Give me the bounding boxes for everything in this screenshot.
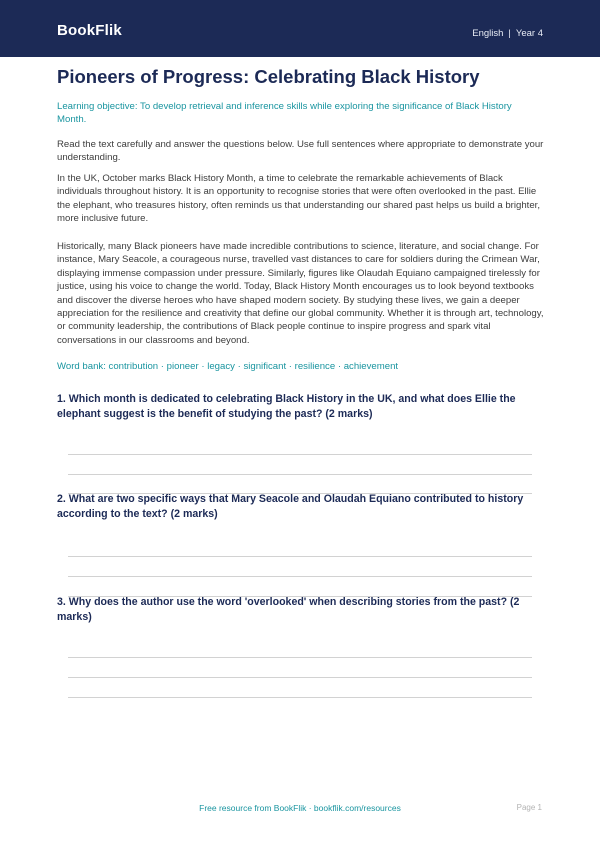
- passage-paragraph-2: Historically, many Black pioneers have made incredible contributions to science, literature, and social change. For instance, Mary Seacole, a courageous nurse, travelled vast distances to care for soldiers during the Crimean War, displaying immense compassion under pressure. Similarly, figures like Olaudah Equiano campaigned tirelessly for justice, using his voice to change the world. Today, Black History Month encourages us to look beyond textbooks and discover the diverse heroes who have shaped modern society. By studying these lives, we gain a deeper appreciation for the resilience and creativity that define our global community. Whether it is through art, technology, or community leadership, the contributions of Black people continue to inspire progress and spark vital conversations in our classrooms and beyond.: [57, 241, 544, 346]
- answer-line[interactable]: [68, 576, 532, 577]
- answer-line[interactable]: [68, 677, 532, 678]
- page-title: Pioneers of Progress: Celebrating Black History: [57, 66, 480, 87]
- subject-label: English: [472, 28, 504, 39]
- question-1: 1. Which month is dedicated to celebrating Black History in the UK, and what does Ellie the elephant suggest is the benefit of studying the past? (2 marks): [57, 393, 516, 420]
- answer-line[interactable]: [68, 556, 532, 557]
- word-bank: Word bank: contribution · pioneer · legacy · significant · resilience · achievement: [57, 361, 399, 372]
- learning-objective: Learning objective: To develop retrieval and inference skills while exploring the significance of Black History Month.: [57, 101, 512, 125]
- answer-line[interactable]: [68, 474, 532, 475]
- instructions: Read the text carefully and answer the questions below. Use full sentences where appropriate to demonstrate your understanding.: [57, 139, 544, 164]
- brand-logo: BookFlik: [57, 22, 122, 39]
- answer-line[interactable]: [68, 697, 532, 698]
- year-label: Year 4: [515, 28, 543, 39]
- header-meta: [472, 28, 543, 39]
- passage-paragraph-1: In the UK, October marks Black History Month, a time to celebrate the remarkable achievements of Black individuals throughout history. It is an opportunity to recognise stories that were often overlooked in the past. Ellie the elephant, who treasures history, often reminds us that understanding our shared past helps us build a brighter, more inclusive future.: [57, 173, 540, 225]
- page-number: Page 1: [516, 803, 542, 812]
- question-2: 2. What are two specific ways that Mary Seacole and Olaudah Equiano contributed to history according to the text? (2 marks): [57, 493, 524, 520]
- question-3: 3. Why does the author use the word 'overlooked' when describing stories from the past? (2 marks): [57, 596, 520, 623]
- page-header: [0, 0, 600, 57]
- footer-resource-link[interactable]: Free resource from BookFlik · bookflik.com/resources: [199, 803, 401, 813]
- header-separator: |: [508, 28, 511, 39]
- answer-line[interactable]: [68, 454, 532, 455]
- answer-line[interactable]: [68, 657, 532, 658]
